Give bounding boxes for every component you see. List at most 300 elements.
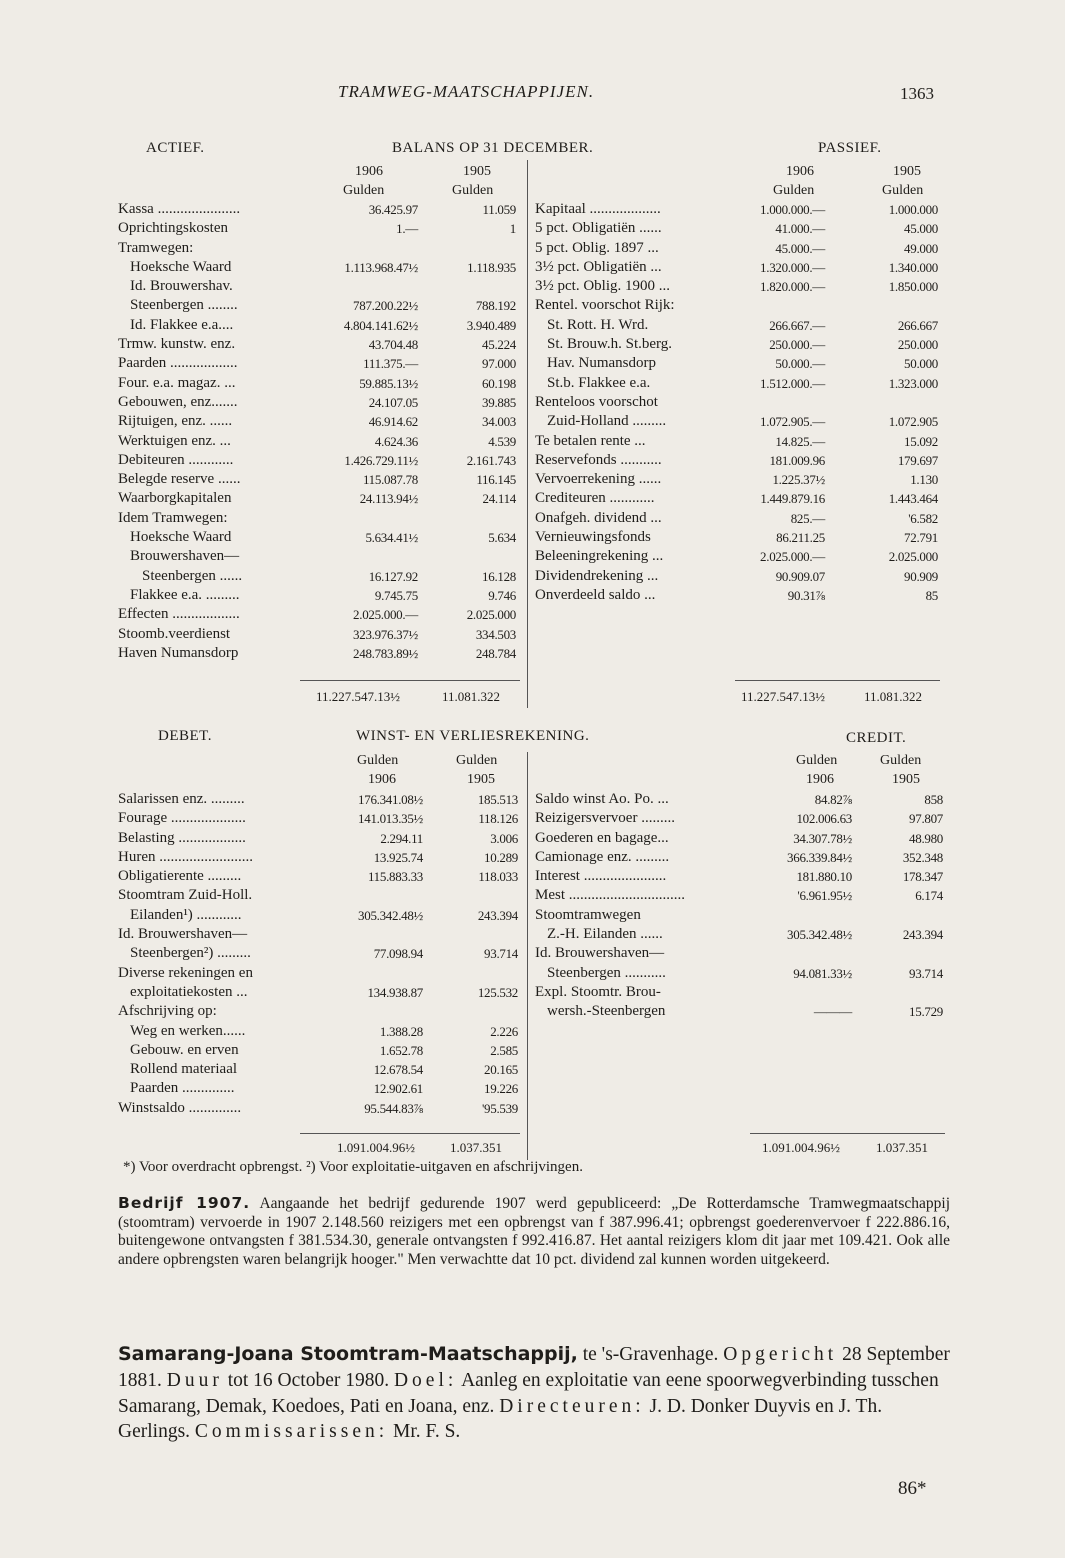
row-label: Stoomb.veerdienst xyxy=(118,625,231,642)
debet-total-1906: 1.091.004.96½ xyxy=(337,1140,415,1155)
value-1905: 2.585 xyxy=(490,1042,518,1058)
value-1905: 45.000 xyxy=(904,221,938,237)
row-label: Rijtuigen, enz. ...... xyxy=(118,413,233,430)
row-label: Rollend materiaal xyxy=(130,1061,238,1078)
row-label: Eilanden¹) ............ xyxy=(130,906,242,923)
value-1906: 2.294.11 xyxy=(380,830,423,846)
row-label: Gebouw. en erven xyxy=(130,1041,239,1058)
ledger-row xyxy=(535,335,940,354)
value-1905: 20.165 xyxy=(484,1062,518,1078)
credit-total-1905: 1.037.351 xyxy=(876,1140,928,1155)
value-1905: 250.000 xyxy=(897,337,938,353)
value-1905: 3.940.489 xyxy=(466,317,516,333)
value-1906: 2.025.000.— xyxy=(353,607,418,623)
value-1905: 48.980 xyxy=(909,830,943,846)
value-1906: 1.113.968.47½ xyxy=(344,259,418,275)
value-1905: 1.443.464 xyxy=(888,491,938,507)
row-label: Flakkee e.a. ......... xyxy=(130,586,240,603)
actief-table xyxy=(118,200,518,663)
ledger-row xyxy=(535,848,945,867)
row-label: Dividendrekening ... xyxy=(535,567,659,584)
ledger-row xyxy=(118,1002,518,1021)
credit-unit-1905: Gulden xyxy=(880,753,922,768)
row-label: Paarden .............. xyxy=(130,1080,235,1097)
signature-mark: 86* xyxy=(898,1478,927,1499)
ledger-row xyxy=(118,605,518,624)
row-label: Steenbergen ........... xyxy=(547,964,666,981)
ledger-row xyxy=(118,393,518,412)
value-1905: 185.513 xyxy=(477,792,518,807)
ledger-row xyxy=(118,509,518,528)
passief-unit-1906: Gulden xyxy=(773,183,815,198)
passief-total-1906: 11.227.547.13½ xyxy=(741,689,826,704)
value-1906: 134.938.87 xyxy=(367,984,423,1000)
ledger-row xyxy=(535,393,940,412)
row-label: wersh.-Steenbergen xyxy=(547,1003,666,1020)
opgericht-key: Opgericht xyxy=(723,1344,838,1365)
ledger-row xyxy=(118,848,518,867)
row-label: St. Rott. H. Wrd. xyxy=(547,316,649,333)
value-1906: 825.— xyxy=(790,510,825,526)
row-label: Hoeksche Waard xyxy=(130,258,232,275)
ledger-row xyxy=(118,1099,518,1118)
ledger-row xyxy=(118,867,518,886)
value-1906: 1.652.78 xyxy=(379,1042,423,1058)
value-1905: 45.224 xyxy=(482,337,516,353)
value-1906: 305.342.48½ xyxy=(358,907,423,923)
credit-year-1905: 1905 xyxy=(892,772,920,787)
value-1906: 141.013.35½ xyxy=(358,811,423,827)
value-1905: 15.729 xyxy=(909,1004,943,1020)
credit-total-1906: 1.091.004.96½ xyxy=(762,1140,840,1155)
ledger-row xyxy=(118,296,518,315)
balans-divider xyxy=(527,160,528,708)
row-label: Beleeningrekening ... xyxy=(535,548,664,565)
row-label: Steenbergen ...... xyxy=(142,567,243,584)
row-label: Oprichtingskosten xyxy=(118,220,228,237)
value-1906: '6.961.95½ xyxy=(797,888,852,904)
row-label: Reizigersvervoer ......... xyxy=(535,810,675,827)
value-1905: 3.006 xyxy=(490,830,518,846)
ledger-row xyxy=(535,277,940,296)
company-location: te 's-Gravenhage. xyxy=(577,1344,719,1365)
row-label: Four. e.a. magaz. ... xyxy=(118,374,236,391)
value-1906: 34.307.78½ xyxy=(793,830,852,846)
row-label: Salarissen enz. ......... xyxy=(118,791,245,807)
row-label: Onafgeh. dividend ... xyxy=(535,509,662,526)
value-1906: 1.820.000.— xyxy=(760,279,825,295)
row-label: Hav. Numansdorp xyxy=(547,355,657,372)
bedrijf-heading: Bedrijf 1907. xyxy=(118,1194,251,1212)
row-label: Afschrijving op: xyxy=(118,1003,217,1020)
samarang-entry xyxy=(118,1342,950,1445)
value-1905: 1.850.000 xyxy=(888,279,938,295)
ledger-row xyxy=(535,200,940,219)
value-1905: 93.714 xyxy=(484,946,518,962)
ledger-row xyxy=(118,316,518,335)
value-1906: 1.426.729.11½ xyxy=(344,452,418,468)
value-1905: '6.582 xyxy=(908,510,938,526)
debet-total-rule xyxy=(300,1133,520,1134)
value-1905: 243.394 xyxy=(477,907,518,923)
value-1905: 179.697 xyxy=(897,452,938,468)
ledger-row xyxy=(118,412,518,431)
value-1906: 1.388.28 xyxy=(379,1023,423,1039)
row-label: Effecten .................. xyxy=(118,606,240,623)
ledger-row xyxy=(535,451,940,470)
debet-unit-1906: Gulden xyxy=(357,753,399,768)
duur-value: tot 16 October 1980. xyxy=(222,1369,394,1391)
value-1906: 115.087.78 xyxy=(362,472,418,488)
row-label: Id. Brouwershav. xyxy=(130,278,233,295)
debet-total-1905: 1.037.351 xyxy=(450,1140,502,1155)
row-label: Weg en werken...... xyxy=(130,1022,246,1039)
row-label: Goederen en bagage... xyxy=(535,829,669,846)
row-label: Id. Brouwershaven— xyxy=(535,945,665,962)
row-label: Debiteuren ............ xyxy=(118,451,234,468)
ledger-row xyxy=(535,258,940,277)
value-1906: 4.804.141.62½ xyxy=(343,317,418,333)
ledger-row xyxy=(118,219,518,238)
actief-year-1905: 1905 xyxy=(463,164,491,179)
value-1905: 2.025.000 xyxy=(466,607,516,623)
ledger-row xyxy=(118,886,518,905)
debet-unit-1905: Gulden xyxy=(456,753,498,768)
ledger-row xyxy=(118,547,518,566)
value-1905: 72.791 xyxy=(904,530,938,546)
row-label: Waarborgkapitalen xyxy=(118,490,232,507)
row-label: Obligatierente ......... xyxy=(118,868,242,885)
value-1906: 36.425.97 xyxy=(368,202,418,217)
winst-divider xyxy=(527,752,528,1160)
row-label: St. Brouw.h. St.berg. xyxy=(547,336,673,353)
ledger-row xyxy=(535,470,940,489)
value-1905: 49.000 xyxy=(904,240,938,256)
value-1905: 1.118.935 xyxy=(467,259,516,275)
ledger-row xyxy=(535,829,945,848)
ledger-row xyxy=(535,906,945,925)
value-1905: 266.667 xyxy=(897,317,938,333)
ledger-row xyxy=(118,790,518,809)
ledger-row xyxy=(535,412,940,431)
value-1905: 1.323.000 xyxy=(888,375,938,391)
credit-unit-1906: Gulden xyxy=(796,753,838,768)
value-1905: 6.174 xyxy=(915,888,943,904)
value-1906: 176.341.08½ xyxy=(358,792,423,807)
value-1905: 10.289 xyxy=(484,849,518,865)
value-1906: 12.902.61 xyxy=(373,1081,423,1097)
ledger-row xyxy=(535,296,940,315)
ledger-row xyxy=(118,625,518,644)
actief-total-1906: 11.227.547.13½ xyxy=(316,689,401,704)
value-1906: 1.320.000.— xyxy=(760,259,825,275)
passief-year-1906: 1906 xyxy=(786,164,814,179)
value-1906: 5.634.41½ xyxy=(365,530,418,546)
value-1905: 2.161.743 xyxy=(466,452,516,468)
ledger-row xyxy=(118,567,518,586)
value-1905: 9.746 xyxy=(488,587,516,603)
row-label: Reservefonds ........... xyxy=(535,451,662,468)
passief-year-1905: 1905 xyxy=(893,164,921,179)
value-1905: 1 xyxy=(509,221,516,237)
value-1905: 97.807 xyxy=(909,811,943,827)
row-label: 5 pct. Obligatiën ...... xyxy=(535,220,662,237)
ledger-row xyxy=(118,925,518,944)
row-label: exploitatiekosten ... xyxy=(130,983,248,1000)
winst-title: WINST- EN VERLIESREKENING. xyxy=(356,728,590,744)
value-1906: 250.000.— xyxy=(769,337,825,353)
value-1905: 19.226 xyxy=(484,1081,518,1097)
value-1905: 1.340.000 xyxy=(888,259,938,275)
ledger-row xyxy=(535,547,940,566)
value-1905: 118.126 xyxy=(478,811,518,827)
value-1906: 14.825.— xyxy=(775,433,825,449)
credit-year-1906: 1906 xyxy=(806,772,834,787)
value-1905: 4.539 xyxy=(488,433,516,449)
value-1906: 4.624.36 xyxy=(374,433,418,449)
value-1905: '95.539 xyxy=(482,1100,518,1116)
actief-year-1906: 1906 xyxy=(355,164,383,179)
ledger-row xyxy=(118,200,518,219)
ledger-row xyxy=(118,644,518,663)
value-1906: 16.127.92 xyxy=(368,568,418,584)
ledger-row xyxy=(535,1002,945,1021)
value-1906: 181.009.96 xyxy=(769,452,825,468)
value-1906: 41.000.— xyxy=(775,221,825,237)
value-1906: ——— xyxy=(813,1004,852,1020)
value-1905: 85 xyxy=(925,587,938,603)
row-label: Werktuigen enz. ... xyxy=(118,432,231,449)
ledger-row xyxy=(118,809,518,828)
value-1906: 248.783.89½ xyxy=(353,645,418,661)
doel-value: Aanleg en exploitatie van eene spoorwegverbinding tusschen Samarang, Demak, Koedoes, Pati en Joana, enz. xyxy=(118,1369,939,1417)
row-label: Gebouwen, enz....... xyxy=(118,393,238,410)
value-1905: 352.348 xyxy=(902,849,943,865)
actief-total-1905: 11.081.322 xyxy=(442,689,501,704)
value-1905: 1.130 xyxy=(910,472,938,488)
ledger-row xyxy=(118,335,518,354)
value-1905: 2.025.000 xyxy=(888,549,938,565)
value-1906: 1.512.000.— xyxy=(760,375,825,391)
row-label: Vernieuwingsfonds xyxy=(535,529,651,546)
row-label: Stoomtram Zuid-Holl. xyxy=(118,887,253,904)
value-1905: 788.192 xyxy=(475,298,516,314)
commissarissen-value: Mr. F. S. xyxy=(388,1421,461,1443)
value-1905: 858 xyxy=(924,792,943,807)
ledger-row xyxy=(118,964,518,983)
row-label: Fourage .................... xyxy=(118,810,246,827)
value-1906: 13.925.74 xyxy=(373,849,423,865)
row-label: Zuid-Holland ......... xyxy=(547,413,667,430)
ledger-row xyxy=(535,432,940,451)
ledger-row xyxy=(535,867,945,886)
value-1906: 84.82⅞ xyxy=(814,792,852,807)
ledger-row xyxy=(535,809,945,828)
row-label: Diverse rekeningen en xyxy=(118,964,253,981)
value-1906: 115.883.33 xyxy=(367,869,423,885)
value-1905: 97.000 xyxy=(482,356,516,372)
row-label: St.b. Flakkee e.a. xyxy=(547,374,651,391)
balans-title: BALANS OP 31 DECEMBER. xyxy=(392,140,594,156)
row-label: Haven Numansdorp xyxy=(118,644,239,661)
value-1906: 50.000.— xyxy=(775,356,825,372)
ledger-row xyxy=(535,964,945,983)
value-1905: 118.033 xyxy=(478,869,518,885)
value-1906: 266.667.— xyxy=(769,317,825,333)
row-label: Kassa ...................... xyxy=(118,201,241,217)
value-1906: 2.025.000.— xyxy=(760,549,825,565)
ledger-row xyxy=(118,277,518,296)
directeuren-key: Directeuren: xyxy=(499,1395,645,1417)
ledger-row xyxy=(118,1079,518,1098)
value-1906: 9.745.75 xyxy=(374,587,418,603)
value-1905: 5.634 xyxy=(488,530,516,546)
doel-key: Doel: xyxy=(393,1369,458,1391)
ledger-row xyxy=(118,829,518,848)
value-1906: 24.113.94½ xyxy=(359,491,418,507)
ledger-row xyxy=(535,354,940,373)
value-1906: 12.678.54 xyxy=(373,1062,423,1078)
row-label: Steenbergen ........ xyxy=(130,297,238,314)
row-label: Huren ......................... xyxy=(118,848,253,865)
row-label: Interest ...................... xyxy=(535,868,667,885)
footnote: *) Voor overdracht opbrengst. ²) Voor exploitatie-uitgaven en afschrijvingen. xyxy=(123,1159,583,1175)
value-1906: 1.— xyxy=(396,221,418,237)
value-1905: 178.347 xyxy=(902,869,943,885)
value-1905: 50.000 xyxy=(904,356,938,372)
value-1906: 366.339.84½ xyxy=(787,849,852,865)
actief-unit-1905: Gulden xyxy=(452,183,494,198)
value-1905: 2.226 xyxy=(490,1023,518,1039)
value-1906: 77.098.94 xyxy=(373,946,423,962)
row-label: Expl. Stoomtr. Brou- xyxy=(535,983,661,1000)
company-name: Samarang-Joana Stoomtram-Maatschappij, xyxy=(118,1343,578,1365)
value-1906: 43.704.48 xyxy=(368,337,418,353)
row-label: Steenbergen²) ......... xyxy=(130,945,251,962)
row-label: Brouwershaven— xyxy=(130,548,240,565)
row-label: Saldo winst Ao. Po. ... xyxy=(535,791,669,807)
row-label: Trmw. kunstw. enz. xyxy=(118,336,236,353)
row-label: Id. Flakkee e.a.... xyxy=(130,316,234,333)
bedrijf-text: Aangaande het bedrijf gedurende 1907 werd gepubliceerd: „De Rotterdamsche Tramwegmaatschappij (stoomtram) vervoerde in 1907 2.148.560 reizigers met een opbrengst van f 387.996.41; opbrengst goederenvervoer f 222.886.16, buitengewone ontvangsten f 381.534.30, generale ontvangsten f 992.416.87. Het aantal reizigers klom dit jaar met 109.421. Ook alle andere opbrengsten waren belangrijk hooger." Men verwachtte dat 10 pct. dividend zal kunnen worden uitgekeerd. xyxy=(118,1195,950,1268)
value-1905: 125.532 xyxy=(477,984,518,1000)
value-1905: 15.092 xyxy=(904,433,938,449)
passief-caption: PASSIEF. xyxy=(818,140,882,156)
row-label: Onverdeeld saldo ... xyxy=(535,586,656,603)
row-label: Mest ............................... xyxy=(535,887,685,904)
debet-table xyxy=(118,790,518,1118)
actief-unit-1906: Gulden xyxy=(343,183,385,198)
ledger-row xyxy=(118,1060,518,1079)
value-1905: 39.885 xyxy=(482,394,516,410)
ledger-row xyxy=(118,944,518,963)
ledger-row xyxy=(535,925,945,944)
value-1905: 1.072.905 xyxy=(888,414,938,430)
row-label: 3½ pct. Obligatiën ... xyxy=(535,258,662,275)
ledger-row xyxy=(535,509,940,528)
value-1906: 90.31⅞ xyxy=(787,587,825,603)
ledger-row xyxy=(535,886,945,905)
ledger-row xyxy=(535,316,940,335)
value-1906: 1.000.000.— xyxy=(760,202,825,217)
row-label: Id. Brouwershaven— xyxy=(118,926,248,943)
value-1905: 34.003 xyxy=(482,414,516,430)
debet-year-1905: 1905 xyxy=(467,772,495,787)
ledger-row xyxy=(118,354,518,373)
row-label: Crediteuren ............ xyxy=(535,490,655,507)
value-1905: 16.128 xyxy=(482,568,516,584)
passief-total-1905: 11.081.322 xyxy=(864,689,923,704)
value-1906: 787.200.22½ xyxy=(353,298,418,314)
value-1905: 24.114 xyxy=(482,491,516,507)
row-label: 5 pct. Oblig. 1897 ... xyxy=(535,239,659,256)
ledger-row xyxy=(535,489,940,508)
value-1906: 45.000.— xyxy=(775,240,825,256)
value-1906: 46.914.62 xyxy=(368,414,418,430)
value-1906: 181.880.10 xyxy=(796,869,852,885)
ledger-row xyxy=(535,219,940,238)
value-1906: 90.909.07 xyxy=(775,568,825,584)
ledger-row xyxy=(118,239,518,258)
row-label: Rentel. voorschot Rijk: xyxy=(535,297,675,314)
row-label: Idem Tramwegen: xyxy=(118,509,228,526)
value-1905: 248.784 xyxy=(475,645,516,661)
ledger-row xyxy=(118,1022,518,1041)
value-1906: 94.081.33½ xyxy=(793,965,852,981)
ledger-row xyxy=(535,239,940,258)
value-1905: 243.394 xyxy=(902,927,943,943)
value-1905: 11.059 xyxy=(482,202,516,217)
value-1906: 1.072.905.— xyxy=(760,414,825,430)
credit-table xyxy=(535,790,945,1022)
row-label: Renteloos voorschot xyxy=(535,393,658,410)
ledger-row xyxy=(118,470,518,489)
row-label: Winstsaldo .............. xyxy=(118,1099,242,1116)
passief-total-rule xyxy=(735,680,940,681)
value-1906: 95.544.83⅞ xyxy=(364,1100,423,1116)
row-label: Vervoerrekening ...... xyxy=(535,471,662,488)
directeuren-value: J. D. Donker Duyvis en J. Th. Gerlings. xyxy=(118,1395,883,1443)
row-label: Belegde reserve ...... xyxy=(118,471,241,488)
value-1906: 1.449.879.16 xyxy=(760,491,825,507)
ledger-row xyxy=(535,567,940,586)
value-1906: 111.375.— xyxy=(363,356,418,372)
value-1906: 59.885.13½ xyxy=(359,375,418,391)
row-label: 3½ pct. Oblig. 1900 ... xyxy=(535,278,670,295)
actief-total-rule xyxy=(300,680,520,681)
ledger-row xyxy=(535,374,940,393)
ledger-row xyxy=(118,258,518,277)
value-1905: 1.000.000 xyxy=(888,202,938,217)
value-1906: 86.211.25 xyxy=(776,530,825,546)
ledger-row xyxy=(535,790,945,809)
page-number: 1363 xyxy=(900,84,934,103)
ledger-row xyxy=(118,489,518,508)
ledger-row xyxy=(118,906,518,925)
credit-total-rule xyxy=(750,1133,945,1134)
row-label: Kapitaal ................... xyxy=(535,201,661,217)
ledger-row xyxy=(118,528,518,547)
row-label: Camionage enz. ......... xyxy=(535,848,670,865)
row-label: Hoeksche Waard xyxy=(130,529,232,546)
value-1906: 305.342.48½ xyxy=(787,927,852,943)
ledger-row xyxy=(118,432,518,451)
ledger-row xyxy=(118,983,518,1002)
value-1906: 323.976.37½ xyxy=(353,626,418,642)
ledger-row xyxy=(535,528,940,547)
running-title: TRAMWEG-MAATSCHAPPIJEN. xyxy=(338,82,595,101)
row-label: Stoomtramwegen xyxy=(535,906,641,923)
